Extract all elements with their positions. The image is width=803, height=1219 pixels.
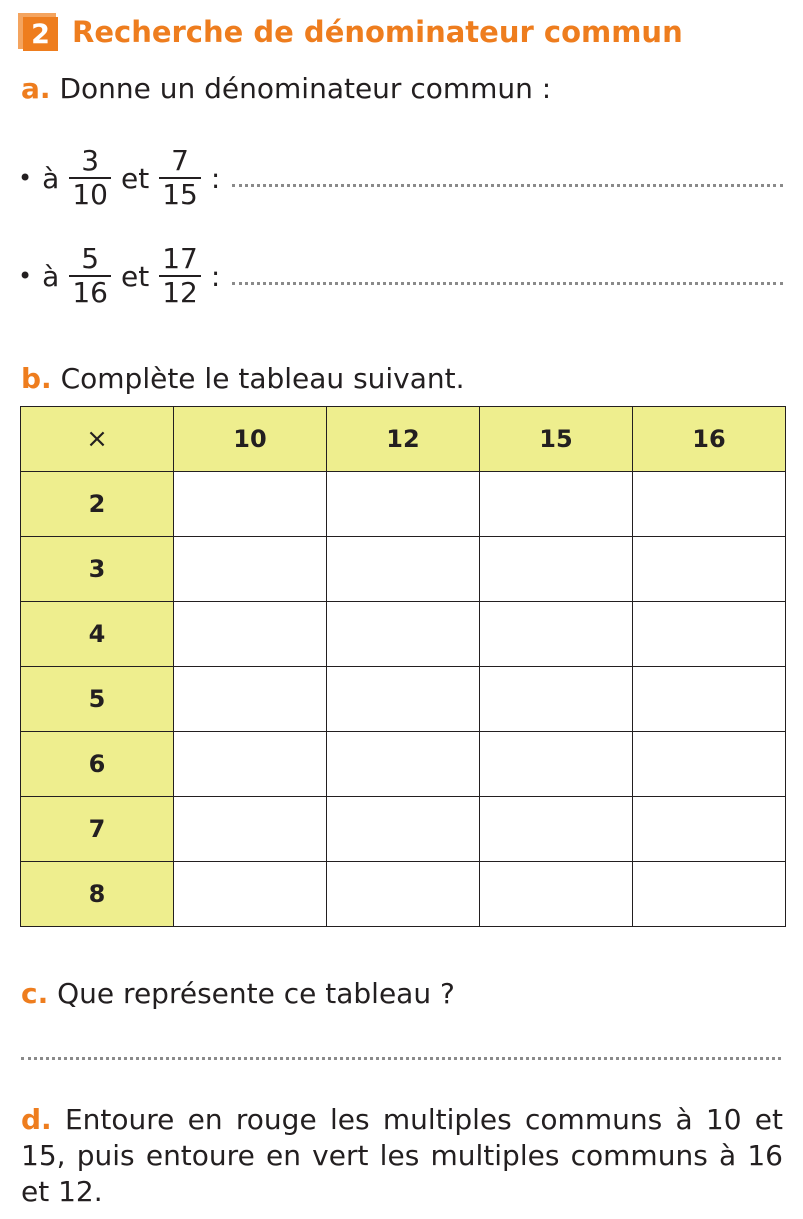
answer-cell[interactable] (480, 797, 633, 862)
answer-cell[interactable] (327, 797, 480, 862)
answer-cell[interactable] (480, 862, 633, 927)
table-row (21, 797, 786, 862)
answer-cell[interactable] (327, 602, 480, 667)
row-header: 8 (21, 862, 174, 927)
column-header: 16 (633, 407, 786, 472)
table-row (21, 862, 786, 927)
part-c-label: c. (21, 977, 49, 1010)
part-c-question: Que représente ce tableau ? (57, 977, 455, 1010)
answer-cell[interactable] (327, 732, 480, 797)
column-header: 12 (327, 407, 480, 472)
fraction-7-15 (159, 145, 201, 211)
part-b-instruction: Complète le tableau suivant. (60, 362, 465, 395)
numerator: 7 (171, 144, 189, 177)
answer-cell[interactable] (174, 667, 327, 732)
numerator: 5 (81, 242, 100, 275)
answer-cell[interactable] (327, 667, 480, 732)
fraction-3-10 (69, 145, 111, 211)
table-row (21, 602, 786, 667)
answer-line-1[interactable] (232, 184, 783, 187)
answer-cell[interactable] (327, 862, 480, 927)
column-header: 10 (174, 407, 327, 472)
answer-cell[interactable] (174, 602, 327, 667)
answer-cell[interactable] (633, 732, 786, 797)
answer-cell[interactable] (174, 472, 327, 537)
part-d-text: Entoure en rouge les multiples communs à 10 et 15, puis entoure en vert les multiples communs à 16 et 12. (21, 1103, 783, 1208)
answer-cell[interactable] (327, 472, 480, 537)
item-prefix: à (42, 161, 60, 195)
table-row (21, 472, 786, 537)
part-d-paragraph (21, 1102, 783, 1210)
part-a-label: a. (21, 72, 51, 105)
colon: : (210, 161, 221, 195)
answer-cell[interactable] (633, 537, 786, 602)
part-b-instruction-line (21, 362, 465, 395)
answer-line-2[interactable] (232, 282, 783, 285)
row-header: 3 (21, 537, 174, 602)
denominator: 16 (69, 275, 111, 309)
denominator: 15 (159, 177, 201, 211)
answer-cell[interactable] (480, 537, 633, 602)
exercise-title: Recherche de dénominateur commun (72, 15, 683, 49)
answer-cell[interactable] (633, 667, 786, 732)
colon: : (210, 259, 221, 293)
numerator: 17 (162, 242, 198, 275)
answer-cell[interactable] (480, 732, 633, 797)
row-header: 7 (21, 797, 174, 862)
answer-cell[interactable] (480, 667, 633, 732)
denominator: 12 (159, 275, 201, 309)
numerator: 3 (81, 144, 100, 177)
conjunction: et (120, 259, 150, 293)
denominator: 10 (69, 177, 111, 211)
answer-cell[interactable] (174, 732, 327, 797)
exercise-number: 2 (23, 17, 58, 51)
part-d-label: d. (21, 1103, 52, 1136)
table-row (21, 732, 786, 797)
bullet: • (18, 164, 33, 193)
fraction-17-12 (159, 243, 201, 309)
answer-cell[interactable] (480, 602, 633, 667)
answer-cell[interactable] (174, 537, 327, 602)
part-c-question-line (21, 977, 455, 1010)
exercise-number-badge (18, 13, 58, 51)
conjunction: et (120, 161, 150, 195)
answer-cell[interactable] (633, 862, 786, 927)
answer-cell[interactable] (327, 537, 480, 602)
part-b-label: b. (21, 362, 52, 395)
row-header: 5 (21, 667, 174, 732)
answer-cell[interactable] (174, 862, 327, 927)
row-header: 2 (21, 472, 174, 537)
answer-cell[interactable] (633, 472, 786, 537)
bullet: • (18, 262, 33, 291)
table-row (21, 667, 786, 732)
multiplication-table (20, 406, 786, 927)
part-c-answer-line[interactable] (21, 1057, 781, 1060)
fraction-5-16 (69, 243, 111, 309)
item-prefix: à (42, 259, 60, 293)
answer-cell[interactable] (633, 602, 786, 667)
fraction-item-1 (18, 145, 783, 211)
answer-cell[interactable] (480, 472, 633, 537)
corner-cell: × (21, 407, 174, 472)
table-header-row (21, 407, 786, 472)
fraction-item-2 (18, 243, 783, 309)
row-header: 6 (21, 732, 174, 797)
row-header: 4 (21, 602, 174, 667)
part-a-instruction: Donne un dénominateur commun : (59, 72, 552, 105)
answer-cell[interactable] (633, 797, 786, 862)
column-header: 15 (480, 407, 633, 472)
table-row (21, 537, 786, 602)
answer-cell[interactable] (174, 797, 327, 862)
part-a-instruction-line (21, 72, 551, 105)
exercise-header (18, 12, 683, 52)
